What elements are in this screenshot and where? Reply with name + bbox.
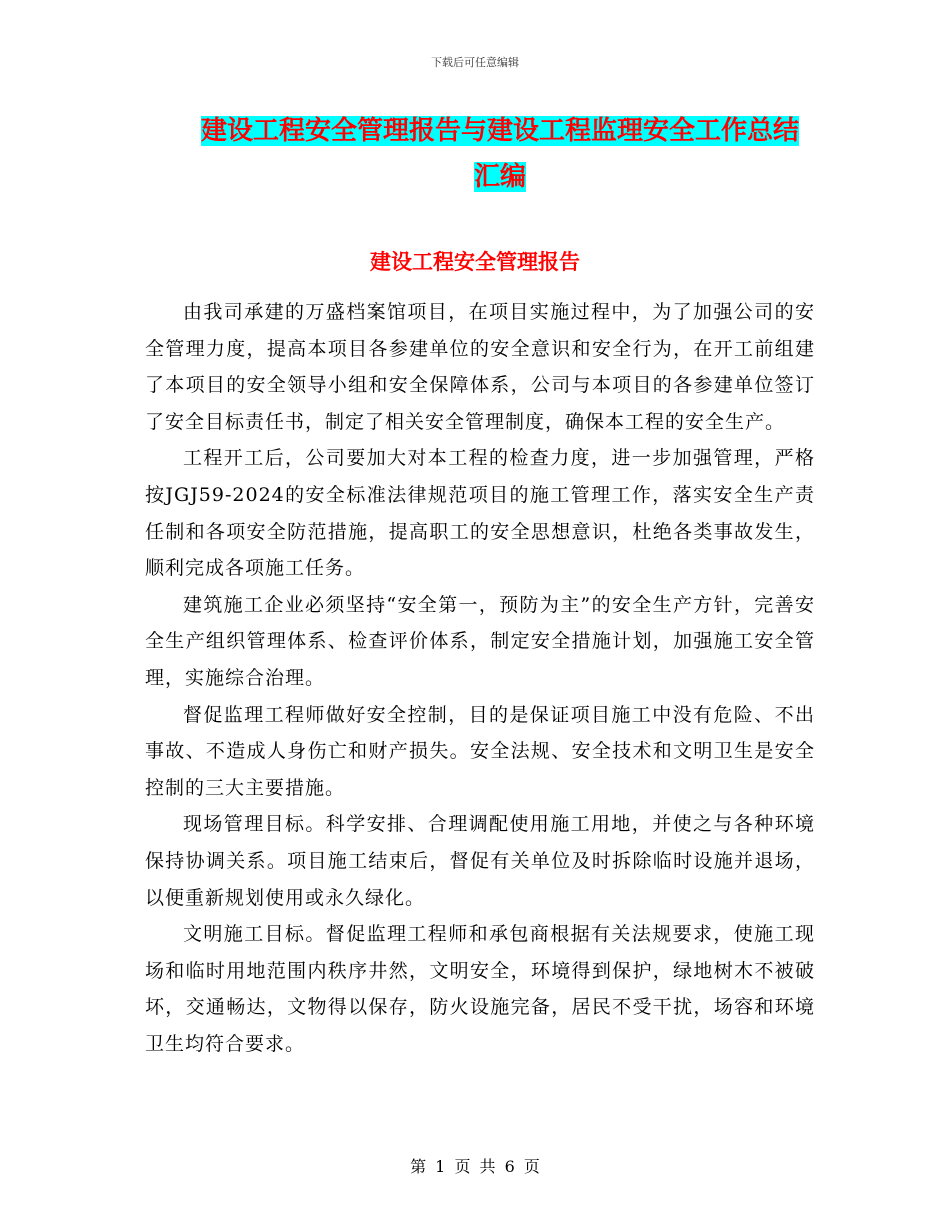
paragraph: 文明施工目标。督促监理工程师和承包商根据有关法规要求，使施工现场和临时用地范围内秩序井然，文明安全，环境得到保护，绿地树木不被破坏，交通畅达，文物得以保存，防火设施完备，居民不受干扰，场容和环境卫生均符合要求。 bbox=[145, 923, 815, 1055]
paragraph: 现场管理目标。科学安排、合理调配使用施工用地，并使之与各种环境保持协调关系。项目施工结束后，督促有关单位及时拆除临时设施并退场，以便重新规划使用或永久绿化。 bbox=[145, 813, 815, 909]
paragraph: 建筑施工企业必须坚持“安全第一，预防为主”的安全生产方针，完善安全生产组织管理体系、检查评价体系，制定安全措施计划，加强施工安全管理，实施综合治理。 bbox=[145, 593, 815, 689]
document-title bbox=[150, 108, 850, 200]
paragraph: 工程开工后，公司要加大对本工程的检查力度，进一步加强管理，严格按JGJ59-2024的安全标准法律规范项目的施工管理工作，落实安全生产责任制和各项安全防范措施，提高职工的安全思想意识，杜绝各类事故发生，顺利完成各项施工任务。 bbox=[145, 447, 815, 580]
page-number-footer: 第 1 页 共 6 页 bbox=[410, 1157, 540, 1176]
document-title-line-1: 建设工程安全管理报告与建设工程监理安全工作总结 bbox=[200, 116, 799, 146]
paragraph: 督促监理工程师做好安全控制，目的是保证项目施工中没有危险、不出事故、不造成人身伤亡和财产损失。安全法规、安全技术和文明卫生是安全控制的三大主要措施。 bbox=[145, 703, 815, 799]
section-title: 建设工程安全管理报告 bbox=[370, 250, 580, 274]
header-note: 下载后可任意编辑 bbox=[431, 56, 519, 69]
paragraph: 由我司承建的万盛档案馆项目，在项目实施过程中，为了加强公司的安全管理力度，提高本项目各参建单位的安全意识和安全行为，在开工前组建了本项目的安全领导小组和安全保障体系，公司与本项目的各参建单位签订了安全目标责任书，制定了相关安全管理制度，确保本工程的安全生产。 bbox=[145, 301, 815, 433]
body-text bbox=[145, 294, 815, 1062]
document-title-line-2: 汇编 bbox=[473, 162, 526, 192]
